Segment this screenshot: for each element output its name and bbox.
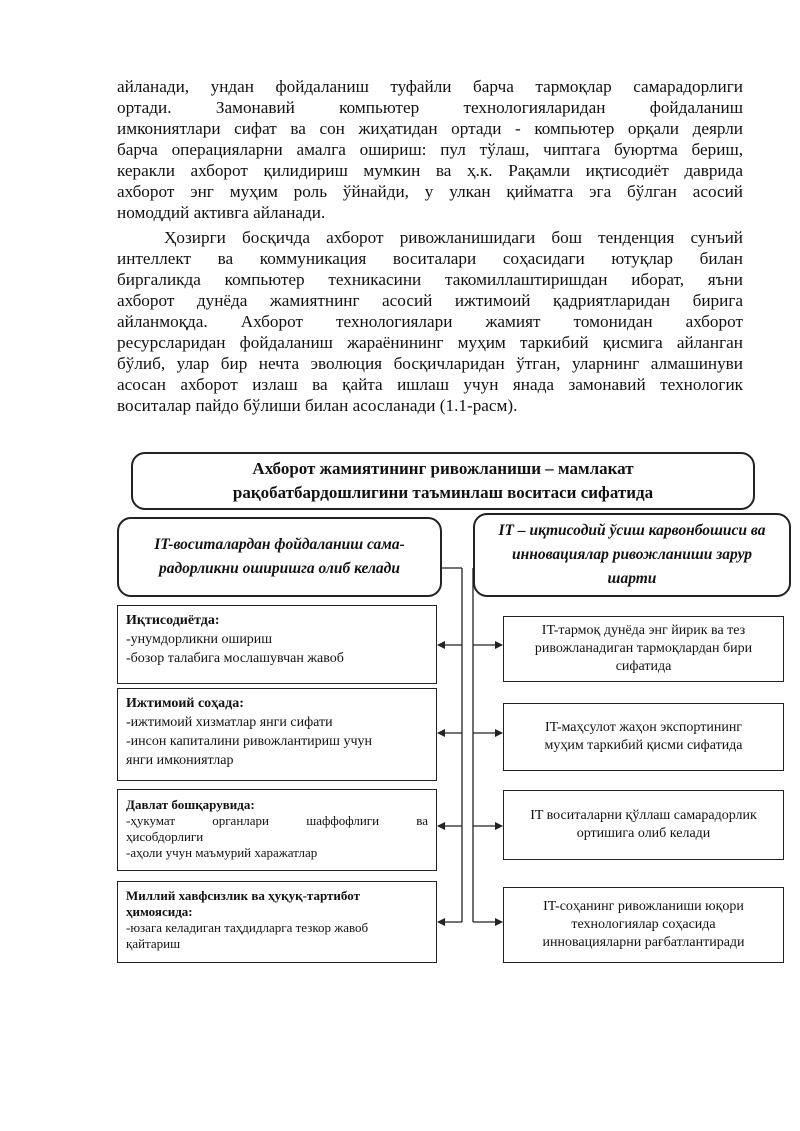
left-box-economy <box>117 605 437 684</box>
box-line: IT-маҳсулот жаҳон экспортининг <box>544 720 743 735</box>
text-line: воситалар пайдо бўлиши билан асосланади (1.1-расм). <box>117 396 518 415</box>
left-header-box <box>117 517 442 597</box>
left-box-social <box>117 688 437 781</box>
right-box-2 <box>503 703 784 771</box>
text-line: ахборот энг муҳим роль ўйнайди, у улкан қийматга эга бўлган асосий <box>117 182 743 201</box>
box-line: -юзага келадиган таҳдидларга тезкор жавоб <box>126 920 369 935</box>
right-box-4 <box>503 887 784 963</box>
box-line: -бозор талабига мослашувчан жавоб <box>126 651 344 666</box>
text-line: имкониятлари сифат ва сон жиҳатидан ортади - компьютер орқали деярли <box>117 119 743 138</box>
box-line: ортишига олиб келади <box>576 826 711 841</box>
right-header-line: IT – иқтисодий ўсиш карвонбошиси ва <box>498 522 766 539</box>
box-heading: Ижтимоий соҳада: <box>126 696 244 711</box>
box-line: инновацияларни рағбатлантиради <box>542 935 745 950</box>
text-line: керакли ахборот қилидириш мумкин ва ҳ.к. Рақамли иқтисодиёт даврида <box>117 161 743 180</box>
box-line: -аҳоли учун маъмурий харажатлар <box>126 845 318 860</box>
box-line: -ижтимоий хизматлар янги сифати <box>126 715 333 730</box>
box-line: -унумдорликни ошириш <box>126 632 273 647</box>
diagram-title-box <box>131 452 755 510</box>
box-line: янги имкониятлар <box>126 753 234 768</box>
text-line: барча операцияларни амалга ошириш: пул тўлаш, чиптага буюртма бериш, <box>117 140 743 159</box>
text-line: айланади, ундан фойдаланиш туфайли барча тармоқлар самарадорлиги <box>117 77 743 96</box>
box-line: IT воситаларни қўллаш самарадорлик <box>530 808 757 823</box>
box-line: муҳим таркибий қисми сифатида <box>544 738 743 753</box>
left-box-governance <box>117 789 437 871</box>
text-line: ресурсларидан фойдаланиш жараёнининг муҳим таркибий қисмига айланган <box>117 333 743 352</box>
box-line: IT-тармоқ дунёда энг йирик ва тез <box>541 623 746 638</box>
text-line: асосан ахборот излаш ва қайта ишлаш учун янада замонавий технологик <box>117 375 743 394</box>
left-header-line: радорликни оширишга олиб келади <box>158 560 400 577</box>
box-line: -ҳукумат органлари шаффофлиги ва <box>126 813 428 828</box>
box-heading: Миллий хавфсизлик ва ҳуқуқ-тартибот <box>126 888 360 903</box>
right-box-3 <box>503 790 784 860</box>
box-heading: Иқтисодиётда: <box>126 613 220 628</box>
box-heading: Давлат бошқарувида: <box>126 797 255 812</box>
text-line: айланмоқда. Ахборот технологиялари жамият томонидан ахборот <box>117 312 743 331</box>
text-line: ортади. Замонавий компьютер технологияларидан фойдаланиш <box>117 98 743 117</box>
diagram-title-line: рақобатбардошлигини таъминлаш воситаси сифатида <box>232 483 654 502</box>
text-line: ахборот дунёда жамиятнинг асосий ижтимоий қадриятларидан бирига <box>117 291 743 310</box>
box-line: ҳисобдорлиги <box>126 829 204 844</box>
left-box-security <box>117 881 437 963</box>
right-box-1 <box>503 616 784 682</box>
box-line: технологиялар соҳасида <box>571 917 716 932</box>
right-header-line: инновациялар ривожланиши зарур <box>511 546 753 563</box>
box-line: ривожланадиган тармоқлардан бири <box>534 641 753 656</box>
right-header-box <box>473 513 791 597</box>
box-line: қайтариш <box>126 936 181 951</box>
diagram-title-line: Ахборот жамиятининг ривожланиши – мамлакат <box>252 459 634 478</box>
box-line: -инсон капиталини ривожлантириш учун <box>126 734 372 749</box>
box-line: сифатида <box>615 659 672 674</box>
text-line: Ҳозирги босқичда ахборот ривожланишидаги бош тенденция сунъий <box>164 228 743 247</box>
text-line: номоддий активга айланади. <box>117 203 326 222</box>
text-line: биргаликда компьютер техникасини такомиллаштиришдан иборат, яъни <box>117 270 743 289</box>
text-line: бўлиб, улар бир нечта эволюция босқичларидан ўтган, уларнинг алмашинуви <box>117 354 743 373</box>
right-header-line: шарти <box>607 570 657 587</box>
text-line: интеллект ва коммуникация воситалари соҳасидаги ютуқлар билан <box>117 249 743 268</box>
box-line: IT-соҳанинг ривожланиши юқори <box>543 899 744 914</box>
left-header-line: IT-воситалардан фойдаланиш сама- <box>154 536 405 553</box>
box-heading: ҳимоясида: <box>126 904 193 919</box>
